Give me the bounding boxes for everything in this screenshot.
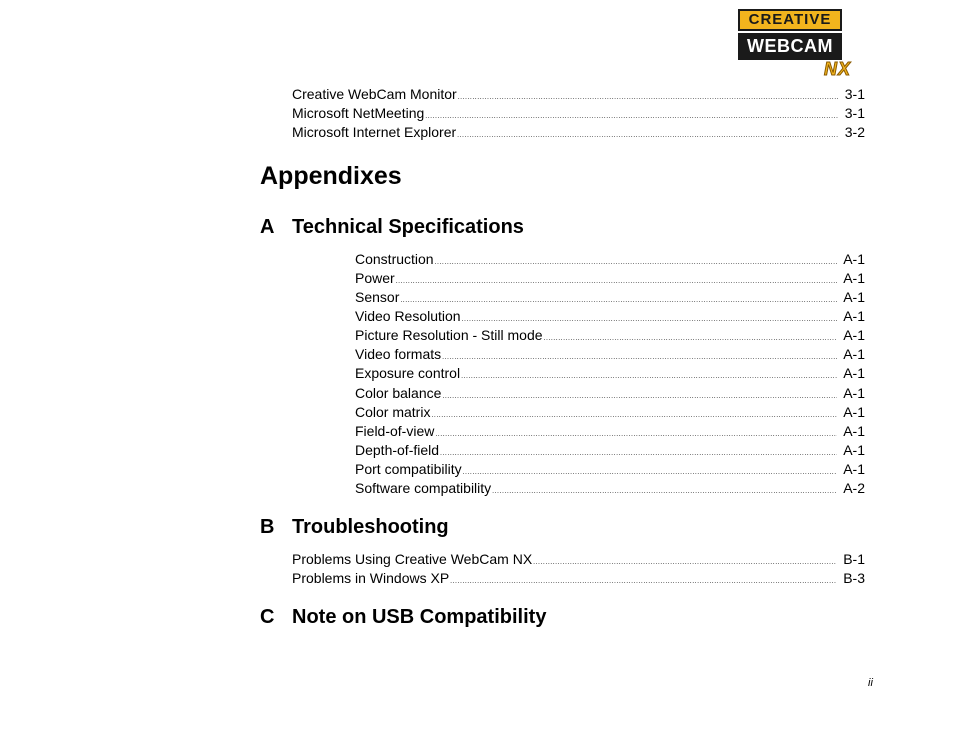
toc-entry-page: A-1 [843, 404, 865, 420]
toc-entry[interactable] [355, 250, 865, 269]
toc-entry-page: A-1 [843, 442, 865, 458]
toc-entry-title: Problems Using Creative WebCam NX [292, 551, 533, 567]
toc-entry-title: Field-of-view [355, 423, 435, 439]
toc-entry[interactable] [355, 460, 865, 479]
logo-model-text: NX [824, 59, 852, 79]
toc-entry-page: A-1 [843, 461, 865, 477]
section-title: Note on USB Compatibility [292, 606, 547, 628]
toc-entry[interactable] [292, 85, 865, 104]
appendixes-heading: Appendixes [260, 162, 402, 190]
toc-entry-title: Problems in Windows XP [292, 570, 450, 586]
toc-entry-page: A-1 [843, 385, 865, 401]
toc-entry-title: Video Resolution [355, 308, 461, 324]
section-title: Technical Specifications [292, 216, 524, 238]
toc-entry[interactable] [355, 307, 865, 326]
toc-entry-page: B-1 [843, 551, 865, 567]
toc-entry[interactable] [355, 364, 865, 383]
dot-leader [457, 126, 839, 145]
toc-entry[interactable] [355, 422, 865, 441]
section-letter: A [260, 216, 275, 238]
section-title: Troubleshooting [292, 516, 449, 538]
toc-entry-title: Color balance [355, 385, 442, 401]
toc-entry[interactable] [355, 384, 865, 403]
toc-entry-page: A-1 [843, 365, 865, 381]
toc-entry-page: A-1 [843, 289, 865, 305]
section-letter: B [260, 516, 275, 538]
toc-entry[interactable] [355, 345, 865, 364]
toc-entry-title: Exposure control [355, 365, 461, 381]
toc-entry[interactable] [292, 569, 865, 588]
section-heading-c [260, 604, 546, 630]
toc-entry-title: Video formats [355, 346, 442, 362]
section-letter: C [260, 606, 275, 628]
toc-entry-title: Microsoft NetMeeting [292, 105, 425, 121]
section-heading-b [260, 514, 449, 540]
toc-entry-title: Color matrix [355, 404, 431, 420]
logo-brand-text: CREATIVE [738, 9, 842, 31]
toc-entry-title: Depth-of-field [355, 442, 440, 458]
toc-entry-title: Creative WebCam Monitor [292, 86, 457, 102]
toc-entry-page: A-1 [843, 270, 865, 286]
dot-leader [450, 572, 837, 591]
toc-entry-title: Power [355, 270, 395, 286]
toc-entry[interactable] [292, 123, 865, 142]
toc-entry-title: Picture Resolution - Still mode [355, 327, 543, 343]
dot-leader [492, 482, 837, 501]
toc-entry-page: A-1 [843, 308, 865, 324]
toc-entry-page: A-1 [843, 327, 865, 343]
toc-entry[interactable] [355, 326, 865, 345]
toc-entry-page: A-1 [843, 423, 865, 439]
toc-entry[interactable] [292, 550, 865, 569]
toc-entry[interactable] [355, 479, 865, 498]
toc-entry-title: Microsoft Internet Explorer [292, 124, 457, 140]
toc-entry[interactable] [355, 441, 865, 460]
toc-entry[interactable] [292, 104, 865, 123]
toc-entry-page: 3-1 [844, 86, 865, 102]
toc-entry-page: B-3 [843, 570, 865, 586]
creative-webcam-nx-logo [738, 9, 860, 79]
toc-entry-page: 3-1 [844, 105, 865, 121]
toc-entry-title: Sensor [355, 289, 400, 305]
toc-entry-page: A-1 [843, 251, 865, 267]
toc-entry-title: Software compatibility [355, 480, 492, 496]
page-number: ii [868, 677, 873, 689]
toc-entry-title: Port compatibility [355, 461, 462, 477]
toc-entry[interactable] [355, 403, 865, 422]
toc-entry[interactable] [355, 288, 865, 307]
toc-entry-page: A-2 [843, 480, 865, 496]
toc-entry-title: Construction [355, 251, 434, 267]
toc-entry-page: A-1 [843, 346, 865, 362]
section-heading-a [260, 214, 524, 240]
toc-entry-page: 3-2 [844, 124, 865, 140]
toc-entry[interactable] [355, 269, 865, 288]
logo-product-text: WEBCAM [738, 33, 842, 60]
